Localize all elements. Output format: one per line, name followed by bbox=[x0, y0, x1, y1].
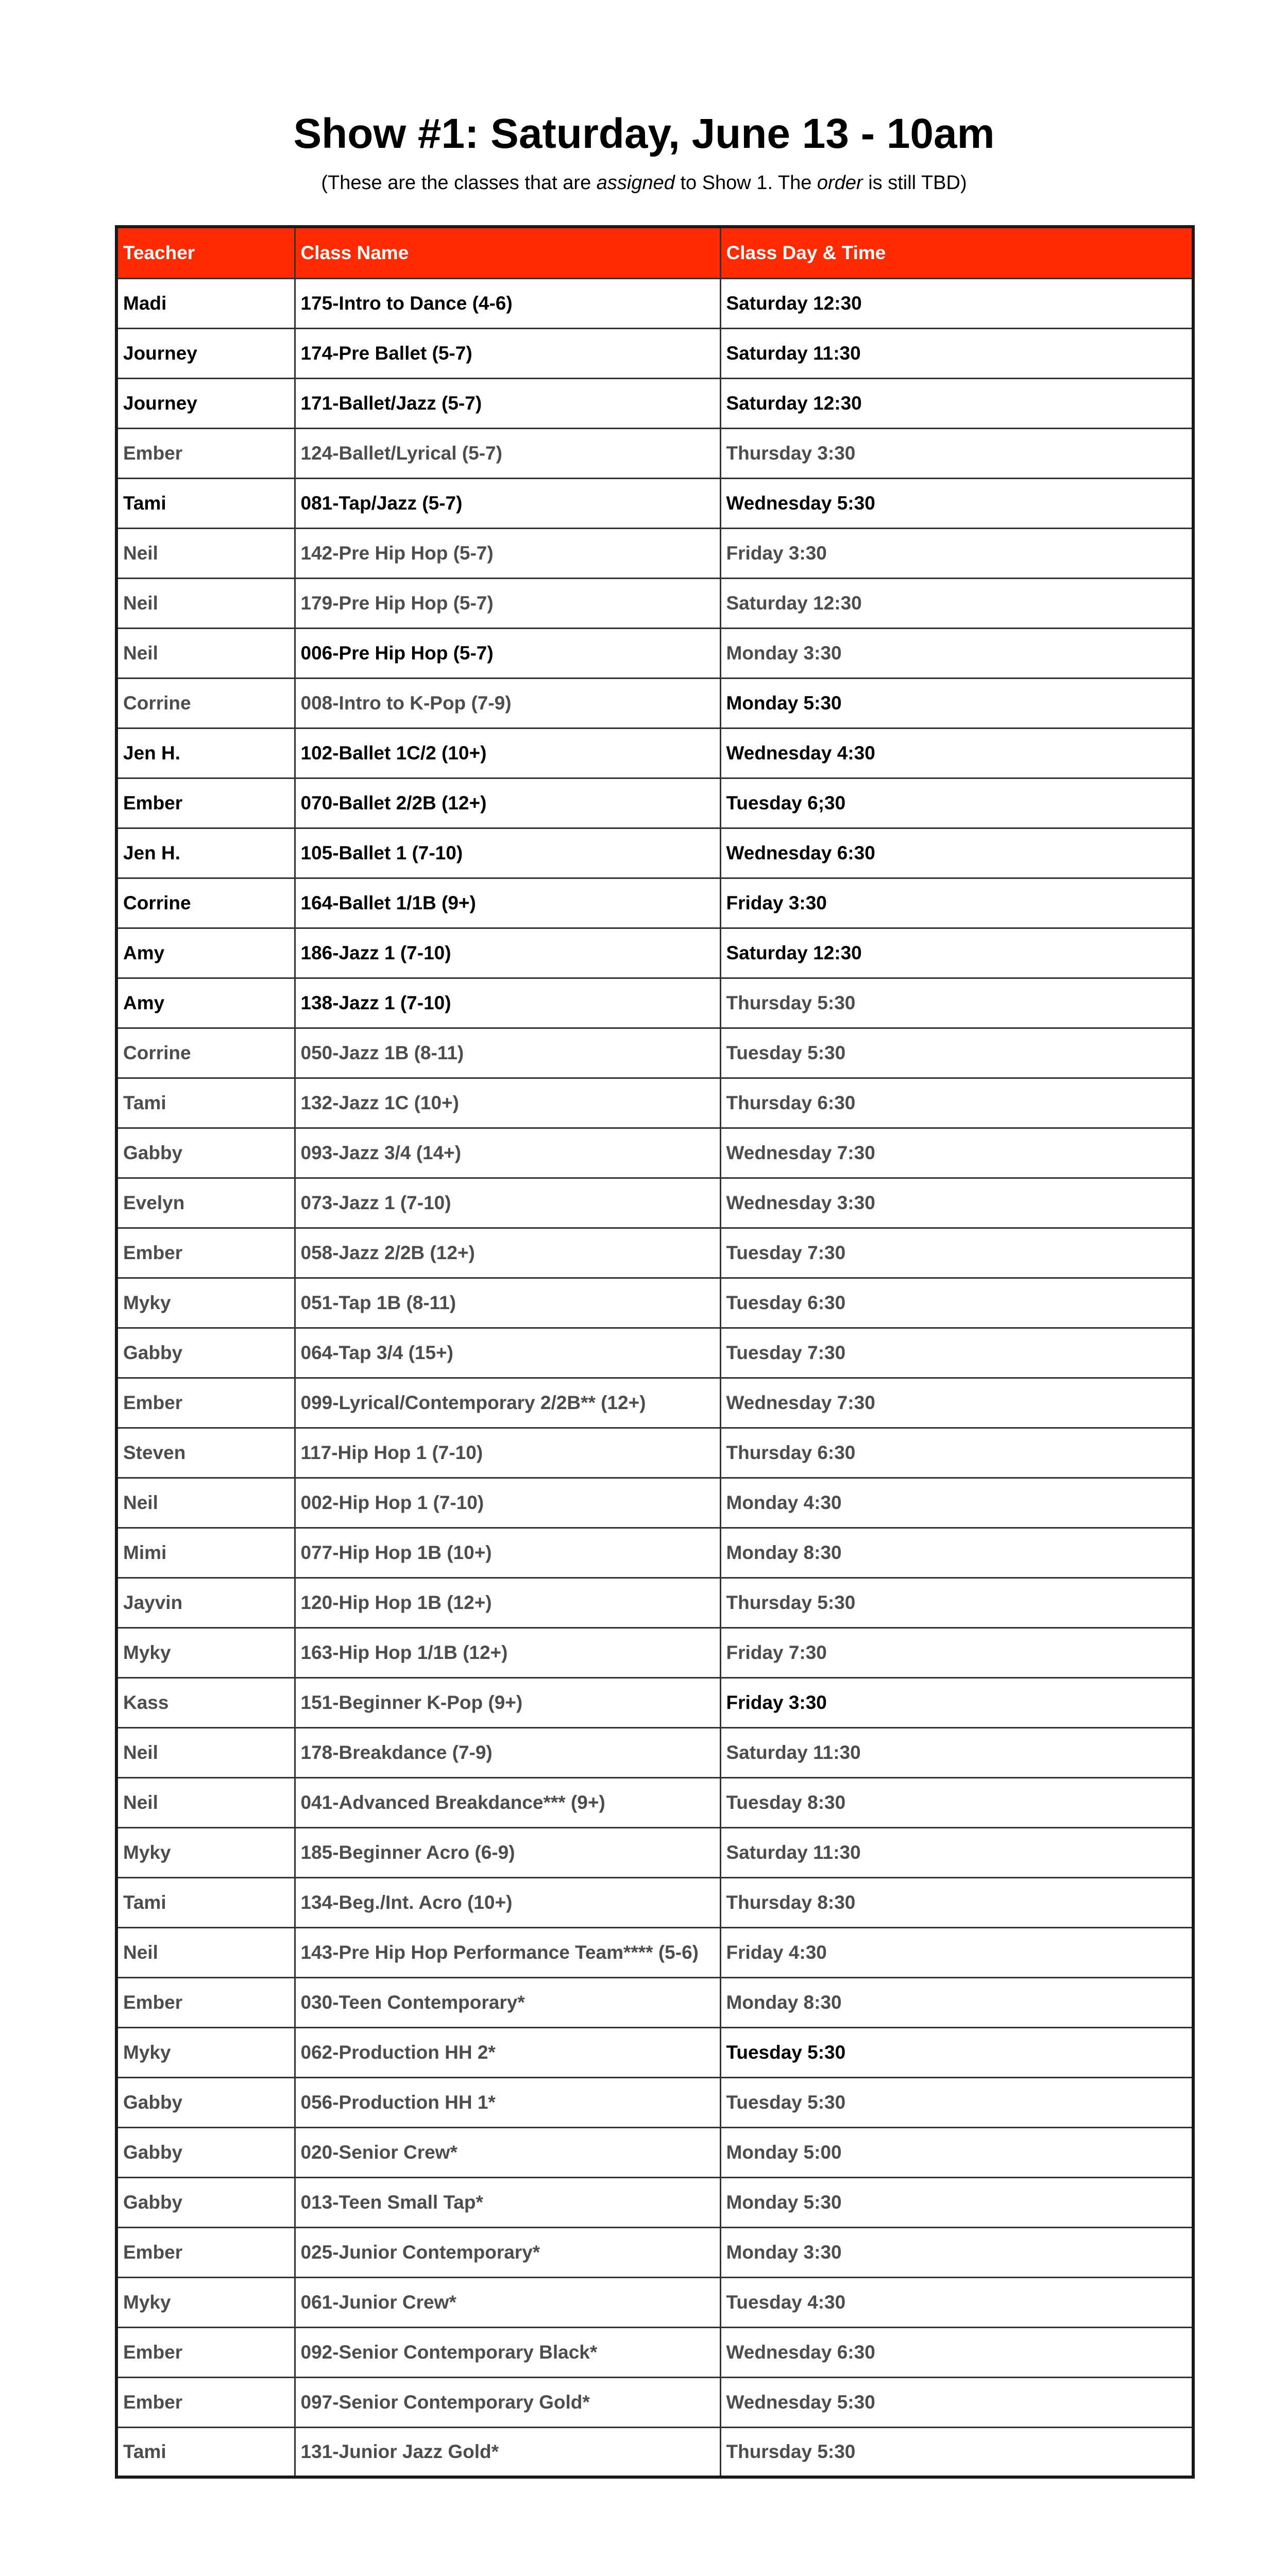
class-name-cell: 186-Jazz 1 (7-10) bbox=[295, 928, 720, 978]
class-schedule-table bbox=[115, 225, 1195, 2479]
class-name-cell: 006-Pre Hip Hop (5-7) bbox=[295, 628, 720, 678]
day-time-cell: Tuesday 4:30 bbox=[720, 2277, 1193, 2327]
teacher-cell: Corrine bbox=[116, 878, 295, 928]
table-row bbox=[116, 1178, 1193, 1228]
day-time-cell: Thursday 6:30 bbox=[720, 1078, 1193, 1128]
teacher-cell: Steven bbox=[116, 1428, 295, 1478]
subtitle-emphasis-order: order bbox=[817, 172, 863, 194]
day-time-cell: Tuesday 7:30 bbox=[720, 1328, 1193, 1378]
class-name-cell: 025-Junior Contemporary* bbox=[295, 2227, 720, 2277]
column-header-class-name: Class Name bbox=[295, 227, 720, 278]
class-name-cell: 008-Intro to K-Pop (7-9) bbox=[295, 678, 720, 728]
day-time-cell: Thursday 6:30 bbox=[720, 1428, 1193, 1478]
table-row bbox=[116, 2177, 1193, 2227]
teacher-cell: Neil bbox=[116, 1727, 295, 1777]
teacher-cell: Jen H. bbox=[116, 728, 295, 778]
page-title: Show #1: Saturday, June 13 - 10am bbox=[293, 110, 995, 157]
teacher-cell: Gabby bbox=[116, 2177, 295, 2227]
day-time-cell: Monday 5:30 bbox=[720, 678, 1193, 728]
teacher-cell: Jen H. bbox=[116, 828, 295, 878]
teacher-cell: Ember bbox=[116, 1228, 295, 1278]
day-time-cell: Wednesday 4:30 bbox=[720, 728, 1193, 778]
class-name-cell: 134-Beg./Int. Acro (10+) bbox=[295, 1877, 720, 1927]
table-row bbox=[116, 428, 1193, 478]
teacher-cell: Myky bbox=[116, 1827, 295, 1877]
teacher-cell: Amy bbox=[116, 978, 295, 1028]
table-header bbox=[116, 227, 1193, 278]
table-row bbox=[116, 328, 1193, 378]
day-time-cell: Friday 3:30 bbox=[720, 1677, 1193, 1727]
table-row bbox=[116, 1578, 1193, 1628]
teacher-cell: Gabby bbox=[116, 1328, 295, 1378]
day-time-cell: Thursday 5:30 bbox=[720, 978, 1193, 1028]
day-time-cell: Tuesday 8:30 bbox=[720, 1777, 1193, 1827]
day-time-cell: Wednesday 5:30 bbox=[720, 2377, 1193, 2427]
table-row bbox=[116, 1028, 1193, 1078]
table-row bbox=[116, 1877, 1193, 1927]
teacher-cell: Ember bbox=[116, 428, 295, 478]
class-name-cell: 073-Jazz 1 (7-10) bbox=[295, 1178, 720, 1228]
table-row bbox=[116, 678, 1193, 728]
class-name-cell: 179-Pre Hip Hop (5-7) bbox=[295, 578, 720, 628]
teacher-cell: Corrine bbox=[116, 678, 295, 728]
teacher-cell: Kass bbox=[116, 1677, 295, 1727]
column-header-teacher: Teacher bbox=[116, 227, 295, 278]
class-name-cell: 056-Production HH 1* bbox=[295, 2077, 720, 2127]
table-row bbox=[116, 828, 1193, 878]
class-name-cell: 132-Jazz 1C (10+) bbox=[295, 1078, 720, 1128]
class-name-cell: 013-Teen Small Tap* bbox=[295, 2177, 720, 2227]
teacher-cell: Neil bbox=[116, 1478, 295, 1528]
table-row bbox=[116, 2377, 1193, 2427]
day-time-cell: Saturday 12:30 bbox=[720, 578, 1193, 628]
day-time-cell: Monday 8:30 bbox=[720, 1528, 1193, 1578]
table-body bbox=[116, 278, 1193, 2477]
class-name-cell: 081-Tap/Jazz (5-7) bbox=[295, 478, 720, 528]
day-time-cell: Friday 3:30 bbox=[720, 528, 1193, 578]
day-time-cell: Saturday 12:30 bbox=[720, 378, 1193, 428]
table-row bbox=[116, 1827, 1193, 1877]
class-name-cell: 163-Hip Hop 1/1B (12+) bbox=[295, 1628, 720, 1677]
class-name-cell: 077-Hip Hop 1B (10+) bbox=[295, 1528, 720, 1578]
table-row bbox=[116, 2327, 1193, 2377]
class-name-cell: 092-Senior Contemporary Black* bbox=[295, 2327, 720, 2377]
class-name-cell: 138-Jazz 1 (7-10) bbox=[295, 978, 720, 1028]
class-name-cell: 062-Production HH 2* bbox=[295, 2027, 720, 2077]
table-row bbox=[116, 2027, 1193, 2077]
teacher-cell: Myky bbox=[116, 1628, 295, 1677]
teacher-cell: Jayvin bbox=[116, 1578, 295, 1628]
teacher-cell: Gabby bbox=[116, 2127, 295, 2177]
table-row bbox=[116, 2127, 1193, 2177]
teacher-cell: Ember bbox=[116, 1378, 295, 1428]
day-time-cell: Monday 8:30 bbox=[720, 1977, 1193, 2027]
day-time-cell: Tuesday 5:30 bbox=[720, 2027, 1193, 2077]
day-time-cell: Thursday 3:30 bbox=[720, 428, 1193, 478]
table-row bbox=[116, 528, 1193, 578]
class-name-cell: 175-Intro to Dance (4-6) bbox=[295, 278, 720, 328]
teacher-cell: Neil bbox=[116, 578, 295, 628]
table-row bbox=[116, 1228, 1193, 1278]
class-name-cell: 171-Ballet/Jazz (5-7) bbox=[295, 378, 720, 428]
teacher-cell: Myky bbox=[116, 2027, 295, 2077]
teacher-cell: Madi bbox=[116, 278, 295, 328]
day-time-cell: Friday 3:30 bbox=[720, 878, 1193, 928]
day-time-cell: Wednesday 7:30 bbox=[720, 1128, 1193, 1178]
class-name-cell: 142-Pre Hip Hop (5-7) bbox=[295, 528, 720, 578]
teacher-cell: Ember bbox=[116, 2327, 295, 2377]
table-row bbox=[116, 2277, 1193, 2327]
teacher-cell: Myky bbox=[116, 2277, 295, 2327]
class-name-cell: 164-Ballet 1/1B (9+) bbox=[295, 878, 720, 928]
table-row bbox=[116, 1328, 1193, 1378]
teacher-cell: Tami bbox=[116, 478, 295, 528]
table-row bbox=[116, 378, 1193, 428]
teacher-cell: Journey bbox=[116, 328, 295, 378]
teacher-cell: Gabby bbox=[116, 1128, 295, 1178]
teacher-cell: Neil bbox=[116, 528, 295, 578]
teacher-cell: Amy bbox=[116, 928, 295, 978]
table-row bbox=[116, 1727, 1193, 1777]
class-name-cell: 174-Pre Ballet (5-7) bbox=[295, 328, 720, 378]
table-row bbox=[116, 728, 1193, 778]
class-name-cell: 185-Beginner Acro (6-9) bbox=[295, 1827, 720, 1877]
class-name-cell: 120-Hip Hop 1B (12+) bbox=[295, 1578, 720, 1628]
day-time-cell: Tuesday 5:30 bbox=[720, 2077, 1193, 2127]
day-time-cell: Wednesday 5:30 bbox=[720, 478, 1193, 528]
table-row bbox=[116, 1927, 1193, 1977]
day-time-cell: Saturday 12:30 bbox=[720, 928, 1193, 978]
day-time-cell: Saturday 12:30 bbox=[720, 278, 1193, 328]
header-row bbox=[116, 227, 1193, 278]
subtitle-text-3: is still TBD) bbox=[862, 172, 967, 194]
table-row bbox=[116, 628, 1193, 678]
subtitle-text-2: to Show 1. The bbox=[674, 172, 817, 194]
subtitle-text-1: (These are the classes that are bbox=[321, 172, 597, 194]
day-time-cell: Saturday 11:30 bbox=[720, 1827, 1193, 1877]
table-row bbox=[116, 778, 1193, 828]
teacher-cell: Neil bbox=[116, 628, 295, 678]
teacher-cell: Gabby bbox=[116, 2077, 295, 2127]
table-row bbox=[116, 1078, 1193, 1128]
class-name-cell: 020-Senior Crew* bbox=[295, 2127, 720, 2177]
table-row bbox=[116, 1128, 1193, 1178]
day-time-cell: Monday 3:30 bbox=[720, 2227, 1193, 2277]
column-header-day-time: Class Day & Time bbox=[720, 227, 1193, 278]
class-name-cell: 151-Beginner K-Pop (9+) bbox=[295, 1677, 720, 1727]
table-row bbox=[116, 1977, 1193, 2027]
table-row bbox=[116, 928, 1193, 978]
day-time-cell: Wednesday 6:30 bbox=[720, 2327, 1193, 2377]
day-time-cell: Tuesday 6:30 bbox=[720, 1278, 1193, 1328]
table-row bbox=[116, 1528, 1193, 1578]
day-time-cell: Thursday 5:30 bbox=[720, 2427, 1193, 2477]
table-row bbox=[116, 1478, 1193, 1528]
class-name-cell: 041-Advanced Breakdance*** (9+) bbox=[295, 1777, 720, 1827]
table-row bbox=[116, 1628, 1193, 1677]
subtitle-emphasis-assigned: assigned bbox=[596, 172, 675, 194]
class-name-cell: 050-Jazz 1B (8-11) bbox=[295, 1028, 720, 1078]
teacher-cell: Mimi bbox=[116, 1528, 295, 1578]
class-name-cell: 131-Junior Jazz Gold* bbox=[295, 2427, 720, 2477]
table-row bbox=[116, 578, 1193, 628]
class-name-cell: 102-Ballet 1C/2 (10+) bbox=[295, 728, 720, 778]
table-row bbox=[116, 278, 1193, 328]
table-row bbox=[116, 2427, 1193, 2477]
day-time-cell: Friday 7:30 bbox=[720, 1628, 1193, 1677]
day-time-cell: Tuesday 5:30 bbox=[720, 1028, 1193, 1078]
teacher-cell: Tami bbox=[116, 1877, 295, 1927]
day-time-cell: Saturday 11:30 bbox=[720, 328, 1193, 378]
class-name-cell: 064-Tap 3/4 (15+) bbox=[295, 1328, 720, 1378]
teacher-cell: Tami bbox=[116, 2427, 295, 2477]
table-row bbox=[116, 1428, 1193, 1478]
teacher-cell: Ember bbox=[116, 1977, 295, 2027]
teacher-cell: Ember bbox=[116, 2227, 295, 2277]
class-name-cell: 030-Teen Contemporary* bbox=[295, 1977, 720, 2027]
class-name-cell: 178-Breakdance (7-9) bbox=[295, 1727, 720, 1777]
day-time-cell: Thursday 5:30 bbox=[720, 1578, 1193, 1628]
teacher-cell: Tami bbox=[116, 1078, 295, 1128]
class-name-cell: 097-Senior Contemporary Gold* bbox=[295, 2377, 720, 2427]
day-time-cell: Monday 4:30 bbox=[720, 1478, 1193, 1528]
class-name-cell: 058-Jazz 2/2B (12+) bbox=[295, 1228, 720, 1278]
table-row bbox=[116, 978, 1193, 1028]
table-row bbox=[116, 1378, 1193, 1428]
class-name-cell: 117-Hip Hop 1 (7-10) bbox=[295, 1428, 720, 1478]
table-row bbox=[116, 2077, 1193, 2127]
day-time-cell: Wednesday 7:30 bbox=[720, 1378, 1193, 1428]
table-row bbox=[116, 2227, 1193, 2277]
class-name-cell: 093-Jazz 3/4 (14+) bbox=[295, 1128, 720, 1178]
teacher-cell: Ember bbox=[116, 778, 295, 828]
table-row bbox=[116, 478, 1193, 528]
class-name-cell: 143-Pre Hip Hop Performance Team**** (5-6) bbox=[295, 1927, 720, 1977]
teacher-cell: Neil bbox=[116, 1777, 295, 1827]
day-time-cell: Tuesday 6;30 bbox=[720, 778, 1193, 828]
day-time-cell: Thursday 8:30 bbox=[720, 1877, 1193, 1927]
class-name-cell: 051-Tap 1B (8-11) bbox=[295, 1278, 720, 1328]
table-row bbox=[116, 878, 1193, 928]
teacher-cell: Journey bbox=[116, 378, 295, 428]
teacher-cell: Ember bbox=[116, 2377, 295, 2427]
teacher-cell: Evelyn bbox=[116, 1178, 295, 1228]
table-row bbox=[116, 1278, 1193, 1328]
day-time-cell: Saturday 11:30 bbox=[720, 1727, 1193, 1777]
page-subtitle bbox=[0, 170, 1288, 196]
teacher-cell: Corrine bbox=[116, 1028, 295, 1078]
day-time-cell: Wednesday 6:30 bbox=[720, 828, 1193, 878]
table-row bbox=[116, 1677, 1193, 1727]
teacher-cell: Neil bbox=[116, 1927, 295, 1977]
day-time-cell: Monday 5:00 bbox=[720, 2127, 1193, 2177]
class-name-cell: 105-Ballet 1 (7-10) bbox=[295, 828, 720, 878]
class-name-cell: 002-Hip Hop 1 (7-10) bbox=[295, 1478, 720, 1528]
day-time-cell: Tuesday 7:30 bbox=[720, 1228, 1193, 1278]
day-time-cell: Friday 4:30 bbox=[720, 1927, 1193, 1977]
class-name-cell: 099-Lyrical/Contemporary 2/2B** (12+) bbox=[295, 1378, 720, 1428]
day-time-cell: Wednesday 3:30 bbox=[720, 1178, 1193, 1228]
teacher-cell: Myky bbox=[116, 1278, 295, 1328]
table-row bbox=[116, 1777, 1193, 1827]
day-time-cell: Monday 3:30 bbox=[720, 628, 1193, 678]
class-name-cell: 124-Ballet/Lyrical (5-7) bbox=[295, 428, 720, 478]
class-name-cell: 070-Ballet 2/2B (12+) bbox=[295, 778, 720, 828]
class-name-cell: 061-Junior Crew* bbox=[295, 2277, 720, 2327]
day-time-cell: Monday 5:30 bbox=[720, 2177, 1193, 2227]
